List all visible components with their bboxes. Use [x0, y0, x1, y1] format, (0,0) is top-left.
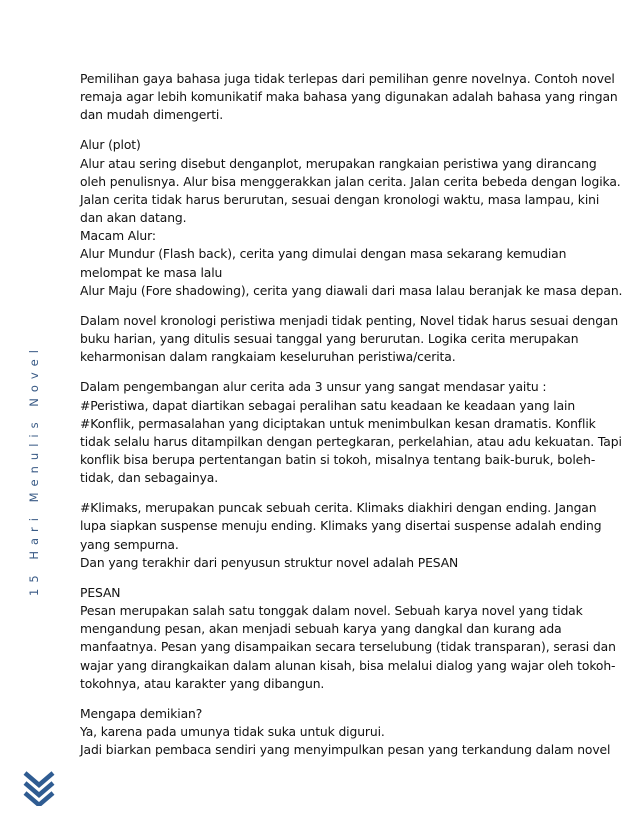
section-heading-pesan: PESAN — [80, 585, 121, 600]
paragraph-genre-language — [80, 70, 618, 124]
text-line: Alur Mundur (Flash back), cerita yang dimulai dengan masa sekarang kemudian — [80, 247, 567, 262]
text-line: Ya, karena pada umunya tidak suka untuk digurui. — [80, 725, 385, 739]
text-line: lupa siapkan suspense menuju ending. Klimaks yang disertai suspense adalah ending — [80, 519, 602, 534]
text-line: melompat ke masa lalu — [80, 265, 223, 280]
text-line: Alur atau sering disebut denganplot, merupakan rangkaian peristiwa yang dirancang — [80, 156, 597, 171]
text-line: dan mudah dimengerti. — [80, 108, 224, 123]
text-line: Jalan cerita tidak harus berurutan, sesuai dengan kronologi waktu, masa lampau, kini — [80, 192, 600, 207]
text-line: tidak selalu harus ditampilkan dengan pertegkaran, perkelahian, atau adu kekuatan. Tapi — [80, 434, 622, 449]
paragraph-pesan — [80, 584, 616, 693]
text-line: Alur Maju (Fore shadowing), cerita yang diawali dari masa lalau beranjak ke masa depan. — [80, 283, 623, 298]
text-line: #Peristiwa, dapat diartikan sebagai peralihan satu keadaan ke keadaan yang lain — [80, 398, 576, 413]
paragraph-alur — [80, 136, 623, 299]
text-line: Dalam pengembangan alur cerita ada 3 unsur yang sangat mendasar yaitu : — [80, 380, 547, 395]
text-line: yang sempurna. — [80, 537, 179, 552]
text-line: manfaatnya. Pesan yang disampaikan secara terselubung (tidak transparan), serasi dan — [80, 640, 616, 655]
paragraph-plot-elements — [80, 378, 622, 487]
text-line: Dan yang terakhir dari penyusun struktur novel adalah PESAN — [80, 555, 459, 570]
section-heading-alur: Alur (plot) — [80, 138, 141, 153]
vertical-book-title-text: 15 Hari Menulis Novel — [27, 344, 41, 596]
text-line: #Klimaks, merupakan puncak sebuah cerita. Klimaks diakhiri dengan ending. Jangan — [80, 501, 597, 516]
text-line: mengandung pesan, akan menjadi sebuah karya yang dangkal dan kurang ada — [80, 622, 562, 637]
page-body — [80, 70, 623, 759]
text-line: remaja agar lebih komunikatif maka bahasa yang digunakan adalah bahasa yang ringan — [80, 90, 618, 105]
text-line: tidak, dan sebagainya. — [80, 471, 219, 486]
text-line: Pemilihan gaya bahasa juga tidak terlepas dari pemilihan genre novelnya. Contoh novel — [80, 72, 615, 86]
text-line: oleh penulisnya. Alur bisa menggerakkan jalan cerita. Jalan cerita bebeda dengan logika. — [80, 174, 621, 189]
text-line: buku harian, yang ditulis sesuai tanggal yang berurutan. Logika cerita merupakan — [80, 332, 579, 347]
vertical-book-title — [10, 300, 58, 640]
text-line: Dalam novel kronologi peristiwa menjadi tidak penting, Novel tidak harus sesuai dengan — [80, 313, 619, 328]
text-line: tokohnya, atau karakter yang dibangun. — [80, 676, 325, 691]
text-line: dan akan datang. — [80, 211, 187, 226]
text-line: #Konflik, permasalahan yang diciptakan untuk menimbulkan kesan dramatis. Konflik — [80, 416, 596, 431]
double-chevron-down-icon — [22, 770, 56, 806]
text-line: Pesan merupakan salah satu tonggak dalam novel. Sebuah karya novel yang tidak — [80, 604, 583, 619]
text-line: konflik bisa berupa pertentangan batin si tokoh, misalnya tentang baik-buruk, boleh- — [80, 452, 596, 467]
text-line: Mengapa demikian? — [80, 706, 203, 721]
text-line: keharmonisan dalam rangkaiam keseluruhan peristiwa/cerita. — [80, 350, 456, 365]
paragraph-why — [80, 705, 611, 759]
paragraph-chronology — [80, 312, 619, 366]
text-line: wajar yang dirangkaikan dalam alunan kisah, bisa melalui dialog yang wajar oleh tokoh- — [80, 658, 616, 673]
paragraph-climax — [80, 499, 602, 572]
text-line: Macam Alur: — [80, 229, 156, 244]
text-line: Jadi biarkan pembaca sendiri yang menyimpulkan pesan yang terkandung dalam novel — [80, 743, 611, 758]
